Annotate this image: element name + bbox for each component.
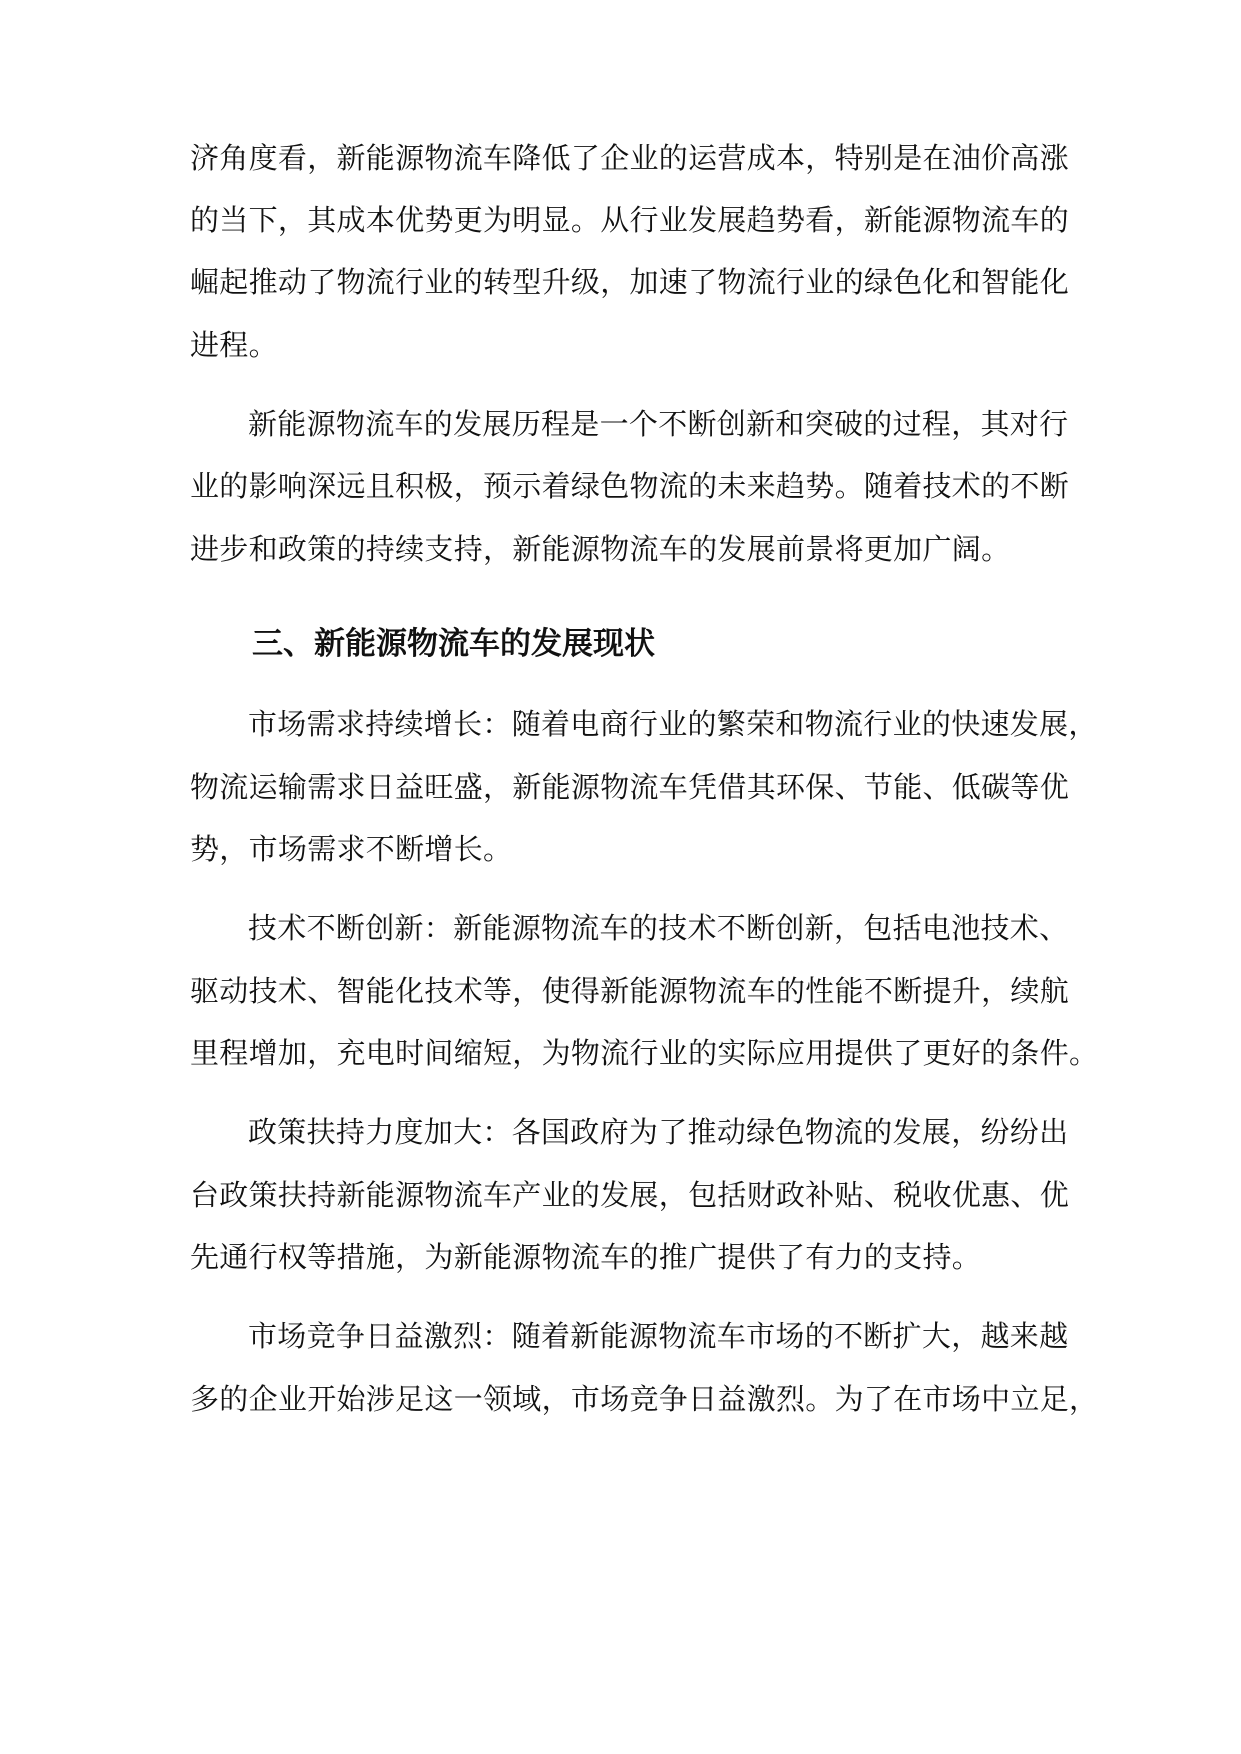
paragraph-line: 台政策扶持新能源物流车产业的发展，包括财政补贴、税收优惠、优 — [190, 1178, 1070, 1212]
paragraph-line: 技术不断创新：新能源物流车的技术不断创新，包括电池技术、 — [248, 911, 1069, 945]
paragraph-line: 势，市场需求不断增长。 — [190, 832, 513, 866]
paragraph-line: 市场竞争日益激烈：随着新能源物流车市场的不断扩大，越来越 — [248, 1319, 1069, 1353]
paragraph-line: 驱动技术、智能化技术等，使得新能源物流车的性能不断提升，续航 — [190, 974, 1070, 1008]
paragraph-line: 政策扶持力度加大：各国政府为了推动绿色物流的发展，纷纷出 — [248, 1115, 1069, 1149]
paragraph-line: 济角度看，新能源物流车降低了企业的运营成本，特别是在油价高涨 — [190, 141, 1070, 175]
paragraph-line: 先通行权等措施，为新能源物流车的推广提供了有力的支持。 — [190, 1240, 982, 1274]
paragraph-line: 崛起推动了物流行业的转型升级，加速了物流行业的绿色化和智能化 — [190, 265, 1070, 299]
paragraph-line: 业的影响深远且积极，预示着绿色物流的未来趋势。随着技术的不断 — [190, 469, 1070, 503]
paragraph-line: 新能源物流车的发展历程是一个不断创新和突破的过程，其对行 — [248, 407, 1069, 441]
paragraph-line: 多的企业开始涉足这一领域，市场竞争日益激烈。为了在市场中立足， — [190, 1382, 1099, 1416]
paragraph-line: 的当下，其成本优势更为明显。从行业发展趋势看，新能源物流车的 — [190, 203, 1070, 237]
paragraph-line: 物流运输需求日益旺盛，新能源物流车凭借其环保、节能、低碳等优 — [190, 770, 1070, 804]
paragraph-line: 进步和政策的持续支持，新能源物流车的发展前景将更加广阔。 — [190, 532, 1011, 566]
section-heading: 三、新能源物流车的发展现状 — [252, 626, 655, 662]
paragraph-line: 市场需求持续增长：随着电商行业的繁荣和物流行业的快速发展， — [248, 707, 1098, 741]
paragraph-line: 里程增加，充电时间缩短，为物流行业的实际应用提供了更好的条件。 — [190, 1036, 1099, 1070]
paragraph-line: 进程。 — [190, 328, 278, 362]
